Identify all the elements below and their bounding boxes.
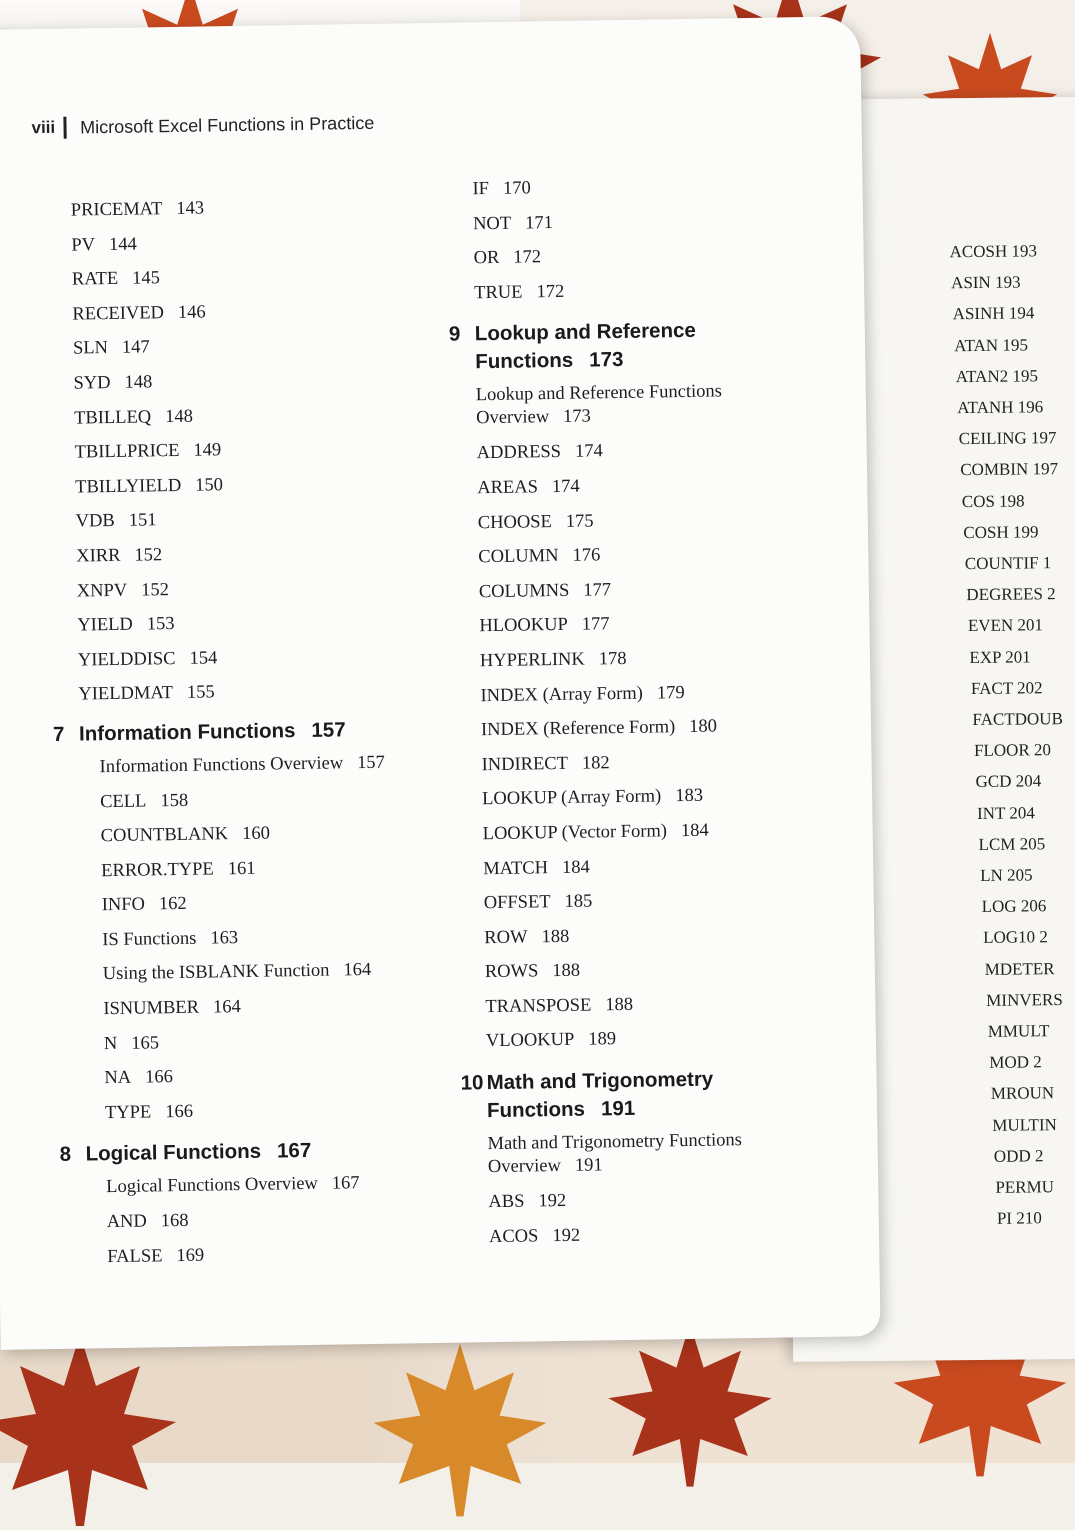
index-entry — [482, 777, 813, 817]
index-entry — [83, 988, 404, 1028]
index-entry — [76, 534, 397, 574]
maple-leaf-bottom-center — [340, 1340, 580, 1520]
facing-index-entry: LOG 206 — [981, 896, 1047, 917]
facing-page-index-column — [949, 234, 1075, 1235]
entry-name: PV — [71, 234, 96, 256]
entry-name: Information Functions Overview — [99, 753, 344, 778]
index-entry — [480, 639, 811, 679]
facing-index-entry: PERMU — [995, 1177, 1055, 1197]
index-entry — [489, 1215, 820, 1255]
entry-name: YIELDMAT — [78, 683, 174, 705]
entry-page: 188 — [552, 960, 581, 982]
entry-page: 163 — [210, 927, 239, 949]
facing-index-entry: ODD 2 — [993, 1146, 1044, 1166]
entry-page: 150 — [195, 474, 224, 496]
index-entry — [485, 950, 816, 990]
index-entry — [77, 604, 398, 644]
entry-name: ROWS — [484, 961, 539, 983]
entry-name: AND — [106, 1211, 147, 1233]
facing-index-entry: DEGREES 2 — [966, 584, 1056, 605]
entry-name: ACOS — [488, 1226, 539, 1247]
page-folio: viii — [31, 117, 66, 140]
facing-index-entry: COMBIN 197 — [960, 459, 1059, 480]
index-entry — [72, 258, 393, 298]
entry-page: 144 — [108, 234, 137, 255]
book-page — [0, 16, 881, 1350]
chapter-heading-8: 8 Logical Functions 167 — [59, 1139, 312, 1167]
facing-index-entry: MMULT — [987, 1021, 1050, 1041]
facing-index-entry: LOG10 2 — [983, 927, 1048, 948]
index-entry — [71, 223, 392, 263]
entry-name: TBILLEQ — [73, 406, 152, 429]
entry-page: 179 — [656, 682, 685, 703]
entry-name: TRUE — [474, 282, 523, 304]
entry-page: 143 — [176, 198, 205, 219]
facing-index-entry: LN 205 — [980, 865, 1033, 886]
entry-page: 174 — [551, 476, 580, 498]
index-entry — [83, 953, 404, 993]
index-entry — [78, 638, 399, 678]
entry-name: AREAS — [477, 477, 539, 499]
index-column-left — [52, 189, 408, 1275]
index-column-middle — [448, 167, 819, 1254]
entry-page: 184 — [561, 857, 590, 878]
entry-page: 166 — [145, 1067, 174, 1088]
entry-page: 188 — [605, 994, 634, 1016]
entry-page: 146 — [177, 302, 206, 323]
entry-name: YIELD — [77, 614, 134, 636]
entry-name: Using the ISBLANK Function — [102, 961, 330, 985]
index-entry — [477, 466, 808, 506]
entry-page: 149 — [193, 440, 222, 461]
facing-index-entry: CEILING 197 — [958, 428, 1057, 449]
facing-index-entry: FACTDOUB — [972, 709, 1063, 730]
maple-leaf-bottom-left — [0, 1330, 200, 1530]
index-entry — [87, 1235, 408, 1275]
entry-page: 164 — [212, 997, 241, 1018]
entry-name: RATE — [71, 269, 119, 290]
entry-page: 162 — [158, 894, 187, 915]
facing-index-entry: COUNTIF 1 — [964, 553, 1052, 574]
entry-name: COUNTBLANK — [100, 824, 229, 847]
entry-page: 171 — [524, 212, 554, 234]
entry-name: RECEIVED — [72, 302, 165, 325]
entry-page: 178 — [598, 648, 627, 670]
chapter9-overview-entry: Lookup and Reference Functions Overview 173 — [475, 381, 723, 429]
entry-page: 145 — [132, 268, 161, 289]
entry-name: MATCH — [483, 857, 549, 879]
entry-page: 152 — [141, 579, 170, 601]
entry-name: LOOKUP (Vector Form) — [482, 821, 668, 845]
entry-page: 177 — [583, 579, 612, 601]
facing-index-entry: ASIN 193 — [951, 272, 1021, 293]
entry-page: 184 — [680, 820, 709, 841]
index-entry — [80, 780, 401, 820]
index-entry — [73, 327, 394, 367]
entry-name: PRICEMAT — [70, 199, 163, 221]
entry-page: 172 — [513, 247, 542, 268]
entry-name: TRANSPOSE — [485, 995, 592, 1018]
facing-index-entry: COSH 199 — [963, 522, 1039, 542]
entry-name: FALSE — [107, 1245, 163, 1267]
facing-index-entry: EXP 201 — [969, 647, 1031, 667]
index-entry — [476, 431, 807, 471]
entry-page: 176 — [572, 545, 601, 566]
entry-page: 167 — [331, 1173, 360, 1195]
entry-name: ERROR.TYPE — [101, 859, 214, 881]
index-entry — [474, 271, 805, 311]
index-entry — [485, 985, 816, 1025]
index-entry — [79, 745, 400, 785]
facing-index-entry: MDETER — [984, 958, 1055, 979]
entry-page: 160 — [241, 823, 271, 845]
index-entry — [481, 743, 812, 783]
entry-page: 165 — [131, 1032, 160, 1054]
entry-name: CHOOSE — [477, 511, 552, 533]
index-entry — [479, 604, 810, 644]
index-entry — [85, 1091, 406, 1131]
entry-page: 182 — [581, 752, 610, 774]
index-entry — [71, 189, 392, 229]
index-entry — [80, 815, 401, 855]
entry-name: VLOOKUP — [485, 1030, 575, 1052]
facing-index-entry: INT 204 — [976, 803, 1035, 823]
index-entry — [74, 396, 395, 436]
index-entry — [473, 202, 804, 242]
chapter-heading-9: 9 Lookup and Reference Functions 173 — [448, 319, 696, 374]
entry-name: OFFSET — [483, 892, 551, 914]
facing-index-entry: FLOOR 20 — [973, 740, 1052, 761]
entry-page: 189 — [588, 1029, 617, 1051]
entry-page: 170 — [502, 178, 531, 199]
index-entry — [77, 569, 398, 609]
index-entry — [480, 674, 811, 714]
facing-index-entry: ASINH 194 — [952, 303, 1035, 324]
facing-index-entry: ATAN2 195 — [955, 366, 1039, 386]
page-header — [31, 112, 374, 139]
index-entry — [82, 884, 403, 924]
facing-index-entry: MOD 2 — [989, 1052, 1042, 1073]
index-entry — [84, 1057, 405, 1097]
entry-name: YIELDDISC — [77, 648, 176, 671]
entry-name: SYD — [73, 372, 111, 394]
facing-index-entry: GCD 204 — [975, 771, 1042, 792]
entry-page: 188 — [541, 926, 570, 947]
facing-index-entry: ACOSH 193 — [949, 241, 1038, 262]
entry-page: 158 — [160, 790, 189, 811]
entry-page: 185 — [564, 891, 593, 913]
index-entry — [488, 1180, 819, 1220]
index-entry — [72, 292, 393, 332]
chapter-heading-7: 7 Information Functions 157 — [52, 718, 346, 746]
facing-index-entry: FACT 202 — [970, 678, 1043, 698]
index-entry — [478, 535, 809, 575]
index-entry — [472, 167, 803, 207]
entry-page: 164 — [343, 960, 372, 981]
entry-name: XIRR — [76, 545, 121, 567]
entry-name: COLUMN — [478, 546, 559, 568]
entry-name: SLN — [72, 338, 109, 359]
entry-name: OR — [473, 248, 500, 269]
entry-name: N — [103, 1033, 118, 1054]
entry-page: 147 — [121, 337, 150, 359]
entry-page: 169 — [176, 1245, 205, 1266]
facing-index-entry: PI 210 — [996, 1208, 1042, 1229]
entry-name: CELL — [99, 790, 147, 812]
entry-name: TYPE — [104, 1102, 152, 1124]
index-entry — [86, 1166, 407, 1206]
facing-index-entry: MULTIN — [992, 1114, 1057, 1135]
entry-page: 152 — [134, 545, 163, 566]
entry-page: 151 — [128, 510, 157, 532]
index-entry — [479, 570, 810, 610]
entry-name: NA — [104, 1068, 132, 1089]
entry-name: NOT — [472, 213, 512, 234]
entry-page: 155 — [186, 682, 215, 704]
running-head: Microsoft Excel Functions in Practice — [80, 112, 375, 138]
facing-index-entry: MINVERS — [986, 989, 1063, 1010]
entry-name: INDIRECT — [481, 753, 569, 775]
entry-page: 154 — [189, 648, 218, 669]
facing-index-entry: ATAN 195 — [954, 335, 1029, 355]
entry-name: IF — [472, 179, 490, 200]
entry-name: Logical Functions Overview — [106, 1174, 319, 1198]
facing-index-entry: LCM 205 — [978, 834, 1046, 854]
entry-page: 174 — [574, 441, 603, 463]
entry-name: INFO — [101, 894, 146, 916]
entry-page: 192 — [552, 1225, 581, 1246]
entry-name: COLUMNS — [478, 580, 570, 602]
entry-name: XNPV — [76, 580, 128, 602]
entry-page: 148 — [124, 372, 153, 393]
entry-page: 175 — [565, 510, 594, 532]
entry-name: INDEX (Array Form) — [480, 683, 644, 706]
facing-index-entry: EVEN 201 — [967, 615, 1044, 636]
index-entry — [75, 465, 396, 505]
index-entry — [482, 812, 813, 852]
entry-name: TBILLPRICE — [74, 441, 180, 463]
entry-name: VDB — [75, 511, 115, 532]
index-entry — [75, 500, 396, 540]
facing-index-entry: MROUN — [990, 1083, 1055, 1104]
entry-name: TBILLYIELD — [75, 475, 182, 498]
entry-page: 192 — [538, 1191, 567, 1212]
entry-page: 172 — [536, 281, 565, 303]
index-entry — [481, 708, 812, 748]
entry-name: IS Functions — [102, 928, 197, 951]
entry-name: INDEX (Reference Form) — [480, 717, 676, 741]
index-entry — [473, 236, 804, 276]
entry-page: 168 — [160, 1210, 189, 1232]
index-entry — [78, 673, 399, 713]
index-entry — [82, 918, 403, 958]
entry-name: ISNUMBER — [103, 997, 200, 1020]
entry-name: ADDRESS — [476, 442, 562, 464]
entry-page: 177 — [581, 614, 610, 635]
maple-leaf-bottom-mid — [560, 1320, 820, 1490]
entry-page: 161 — [227, 858, 256, 879]
entry-page: 153 — [146, 614, 175, 635]
index-entry — [86, 1200, 407, 1240]
facing-index-entry: ATANH 196 — [957, 397, 1044, 418]
index-entry — [486, 1019, 817, 1059]
index-entry — [81, 849, 402, 889]
chapter10-overview-entry: Math and Trigonometry Functions Overview 191 — [487, 1130, 743, 1178]
index-entry — [484, 916, 815, 956]
entry-page: 166 — [165, 1101, 194, 1123]
entry-page: 157 — [356, 752, 386, 774]
index-entry — [484, 881, 815, 921]
entry-name: HLOOKUP — [479, 615, 568, 637]
index-entry — [74, 431, 395, 471]
entry-name: HYPERLINK — [479, 649, 585, 672]
entry-name: ROW — [484, 927, 528, 948]
entry-name: LOOKUP (Array Form) — [481, 786, 662, 810]
chapter-heading-10: 10 Math and Trigonometry Functions 191 — [460, 1067, 714, 1123]
index-entry — [483, 847, 814, 887]
index-entry — [478, 501, 809, 541]
entry-name: ABS — [488, 1191, 525, 1213]
index-entry — [73, 362, 394, 402]
entry-page: 180 — [689, 716, 718, 738]
facing-index-entry: COS 198 — [961, 491, 1025, 511]
entry-page: 148 — [165, 406, 194, 427]
index-entry — [84, 1022, 405, 1062]
entry-page: 183 — [675, 786, 704, 807]
